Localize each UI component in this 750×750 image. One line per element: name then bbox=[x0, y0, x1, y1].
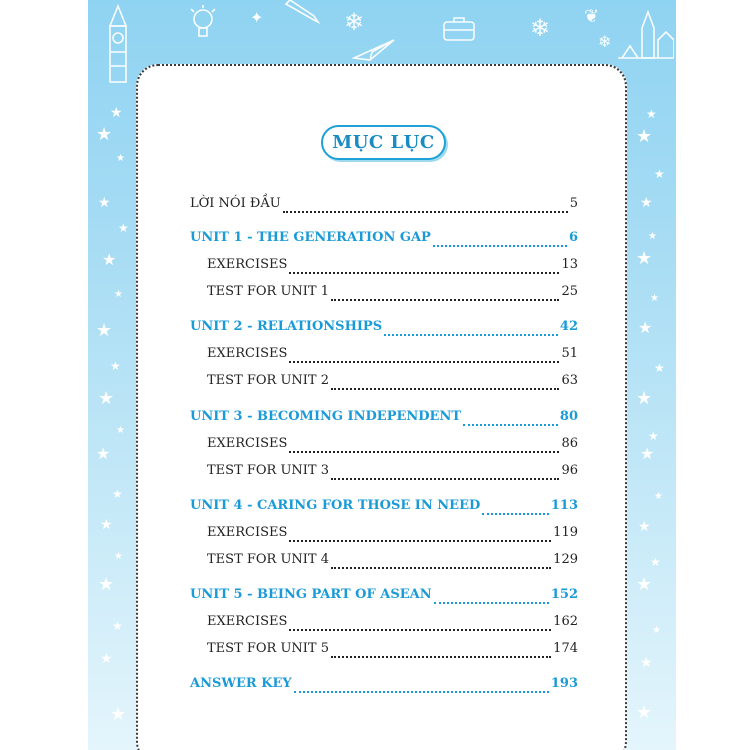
dot-leader bbox=[331, 291, 559, 301]
toc-entry-label: EXERCISES bbox=[207, 346, 288, 361]
toc-entry-page-number: 162 bbox=[553, 614, 578, 629]
toc-entry-page-number: 152 bbox=[550, 587, 578, 602]
toc-entry-page-number: 5 bbox=[569, 196, 578, 211]
toc-entry-page-number: 119 bbox=[553, 525, 578, 540]
toc-entry-label: TEST FOR UNIT 2 bbox=[207, 373, 330, 388]
dot-leader bbox=[482, 505, 549, 515]
toc-entry-page-number: 6 bbox=[568, 230, 578, 245]
snowflake-icon: ❄ bbox=[530, 14, 551, 42]
toc-sub-entry[interactable] bbox=[207, 346, 578, 368]
maple-leaf-icon: ✦ bbox=[250, 8, 264, 27]
star-icon: ★ bbox=[652, 625, 661, 636]
briefcase-icon bbox=[442, 14, 476, 42]
star-icon: ★ bbox=[638, 318, 653, 337]
toc-entry-label: EXERCISES bbox=[207, 525, 288, 540]
toc-entry-label: EXERCISES bbox=[207, 436, 288, 451]
toc-sub-entry[interactable] bbox=[207, 373, 578, 395]
dot-leader bbox=[294, 683, 549, 693]
star-icon: ★ bbox=[654, 491, 663, 502]
star-icon: ★ bbox=[636, 574, 653, 595]
snowflake-icon: ❄ bbox=[598, 32, 612, 51]
star-icon: ★ bbox=[102, 250, 117, 269]
star-icon: ★ bbox=[654, 167, 665, 181]
pencil-icon bbox=[284, 0, 320, 24]
dot-leader bbox=[331, 559, 551, 569]
toc-entry-label: EXERCISES bbox=[207, 257, 288, 272]
dot-leader bbox=[289, 443, 559, 453]
toc-entry-label: TEST FOR UNIT 1 bbox=[207, 284, 330, 299]
toc-sub-entry[interactable] bbox=[207, 436, 578, 458]
dot-leader bbox=[289, 264, 559, 274]
dot-leader bbox=[463, 416, 558, 426]
clock-tower-icon bbox=[96, 4, 140, 84]
toc-unit-entry[interactable] bbox=[190, 498, 578, 520]
toc-sub-entry[interactable] bbox=[207, 614, 578, 636]
dot-leader bbox=[384, 326, 558, 336]
toc-sub-entry[interactable] bbox=[207, 463, 578, 485]
star-icon: ★ bbox=[648, 231, 657, 242]
dot-leader bbox=[289, 621, 551, 631]
toc-entry-page-number: 51 bbox=[561, 346, 578, 361]
toc-entry-page-number: 96 bbox=[561, 463, 578, 478]
toc-entry-label: ANSWER KEY bbox=[190, 676, 292, 691]
toc-entry-page-number: 86 bbox=[561, 436, 578, 451]
star-icon: ★ bbox=[110, 105, 123, 121]
star-icon: ★ bbox=[646, 107, 657, 121]
toc-sub-entry[interactable] bbox=[207, 641, 578, 663]
toc-entry-page-number: 174 bbox=[553, 641, 578, 656]
toc-entry-page-number: 63 bbox=[561, 373, 578, 388]
toc-entry-label: TEST FOR UNIT 4 bbox=[207, 552, 330, 567]
star-icon: ★ bbox=[650, 555, 661, 569]
star-icon: ★ bbox=[96, 444, 111, 463]
toc-entry-page-number: 129 bbox=[553, 552, 578, 567]
toc-entry-page-number: 42 bbox=[559, 319, 578, 334]
toc-entry-page-number: 193 bbox=[550, 676, 578, 691]
star-icon: ★ bbox=[640, 655, 653, 671]
star-icon: ★ bbox=[98, 195, 111, 211]
toc-entry-label: EXERCISES bbox=[207, 614, 288, 629]
dot-leader bbox=[331, 648, 551, 658]
toc-entry-page-number: 80 bbox=[559, 409, 578, 424]
star-icon: ★ bbox=[110, 704, 127, 725]
dot-leader bbox=[289, 353, 559, 363]
toc-entry-page-number: 113 bbox=[550, 498, 578, 513]
toc-unit-entry[interactable] bbox=[190, 230, 578, 252]
toc-unit-entry[interactable] bbox=[190, 319, 578, 341]
toc-sub-entry[interactable] bbox=[207, 525, 578, 547]
toc-sub-entry[interactable] bbox=[207, 552, 578, 574]
star-icon: ★ bbox=[654, 361, 665, 375]
star-icon: ★ bbox=[640, 444, 655, 463]
toc-unit-entry[interactable] bbox=[190, 409, 578, 431]
star-icon: ★ bbox=[114, 551, 123, 562]
toc-entry-label: TEST FOR UNIT 5 bbox=[207, 641, 330, 656]
star-icon: ★ bbox=[636, 702, 653, 723]
toc-unit-entry[interactable] bbox=[190, 587, 578, 609]
snowflake-icon: ❄ bbox=[344, 8, 365, 36]
light-bulb-icon bbox=[188, 4, 218, 44]
star-icon: ★ bbox=[98, 388, 115, 409]
toc-entry-page-number: 13 bbox=[561, 257, 578, 272]
star-icon: ★ bbox=[116, 153, 125, 164]
star-icon: ★ bbox=[96, 124, 113, 145]
toc-unit-entry[interactable] bbox=[190, 676, 578, 698]
star-icon: ★ bbox=[100, 651, 113, 667]
dot-leader bbox=[433, 237, 567, 247]
dot-leader bbox=[283, 203, 568, 213]
star-icon: ★ bbox=[648, 429, 659, 443]
toc-entry-label: UNIT 1 - THE GENERATION GAP bbox=[190, 230, 431, 245]
star-icon: ★ bbox=[640, 195, 653, 211]
star-icon: ★ bbox=[96, 320, 113, 341]
toc-entry-label: UNIT 5 - BEING PART OF ASEAN bbox=[190, 587, 432, 602]
star-icon: ★ bbox=[98, 574, 115, 595]
star-icon: ★ bbox=[110, 359, 121, 373]
toc-entry-label: UNIT 3 - BECOMING INDEPENDENT bbox=[190, 409, 461, 424]
toc-intro-entry[interactable] bbox=[190, 196, 578, 218]
star-icon: ★ bbox=[636, 388, 653, 409]
star-icon: ★ bbox=[636, 126, 653, 147]
dot-leader bbox=[331, 380, 559, 390]
toc-entry-label: LỜI NÓI ĐẦU bbox=[190, 196, 281, 211]
star-icon: ★ bbox=[114, 289, 123, 300]
star-icon: ★ bbox=[100, 517, 113, 533]
star-icon: ★ bbox=[118, 221, 129, 235]
dot-leader bbox=[289, 532, 551, 542]
toc-entry-label: UNIT 4 - CARING FOR THOSE IN NEED bbox=[190, 498, 481, 513]
dot-leader bbox=[434, 594, 549, 604]
star-icon: ★ bbox=[638, 519, 651, 535]
dot-leader bbox=[331, 470, 559, 480]
star-icon: ★ bbox=[636, 248, 653, 269]
star-icon: ★ bbox=[112, 619, 123, 633]
star-icon: ★ bbox=[112, 487, 123, 501]
toc-sub-entry[interactable] bbox=[207, 284, 578, 306]
toc-entry-label: TEST FOR UNIT 3 bbox=[207, 463, 330, 478]
star-icon: ★ bbox=[116, 425, 125, 436]
cathedral-icon bbox=[618, 10, 674, 60]
toc-entry-page-number: 25 bbox=[561, 284, 578, 299]
star-icon: ★ bbox=[650, 293, 659, 304]
toc-entry-label: UNIT 2 - RELATIONSHIPS bbox=[190, 319, 383, 334]
toc-sub-entry[interactable] bbox=[207, 257, 578, 279]
page-title: MỤC LỤC bbox=[321, 125, 446, 160]
paper-plane-icon bbox=[352, 38, 396, 62]
butterfly-icon: ❦ bbox=[584, 6, 600, 27]
